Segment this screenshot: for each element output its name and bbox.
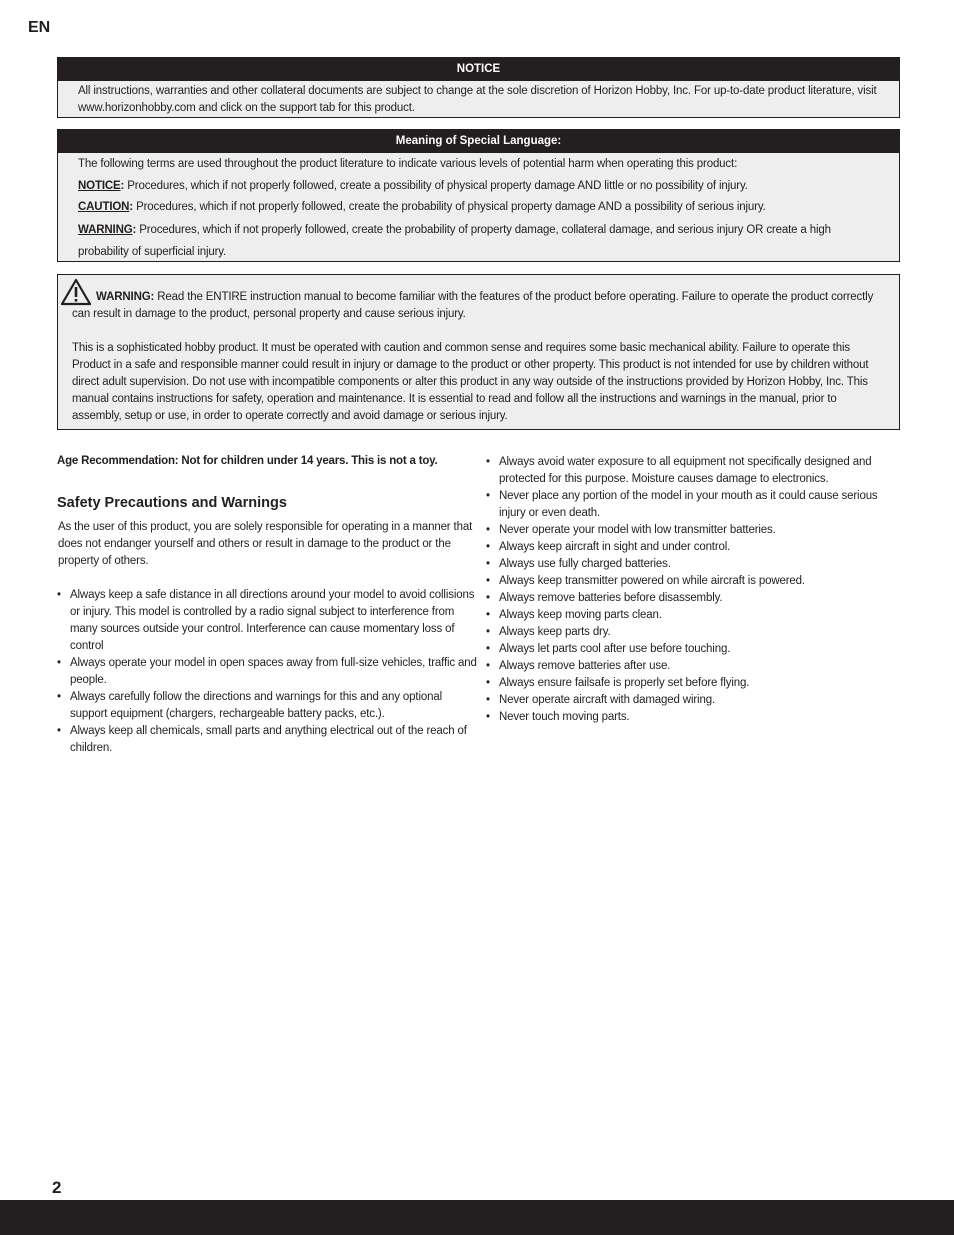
list-item: • Always keep moving parts clean. (486, 607, 906, 624)
definition-term: CAUTION (78, 201, 130, 213)
list-item: • Always keep parts dry. (486, 624, 906, 641)
page-number: 2 (52, 1178, 62, 1197)
right-bullet-list (486, 454, 906, 726)
list-item: • Never place any portion of the model in your mouth as it could cause serious injury or even death. (486, 488, 906, 522)
warning-box (57, 274, 900, 430)
definition-notice: NOTICE: Procedures, which if not properly followed, create a possibility of physical property damage AND little or no possibility of injury. (78, 179, 748, 192)
list-item: • Always keep aircraft in sight and under control. (486, 539, 906, 556)
warning-label: WARNING: (96, 291, 155, 303)
definition-text: Procedures, which if not properly followed, create the probability of physical property damage AND a possibility of serious injury. (133, 201, 766, 213)
warning-text: Read the ENTIRE instruction manual to become familiar with the features of the product before operating. Failure to operate the product correctly can result in damage to the product, personal property and cause serious injury. (72, 291, 874, 320)
special-language-box (57, 129, 900, 262)
list-item: • Always remove batteries before disassembly. (486, 590, 906, 607)
list-item: • Always let parts cool after use before touching. (486, 641, 906, 658)
notice-heading: NOTICE (58, 58, 899, 81)
list-item: • Always keep a safe distance in all directions around your model to avoid collisions or injury. This model is controlled by a radio signal subject to interference from many sources outside your control. Interference can cause momentary loss of control (57, 587, 477, 655)
list-item: • Never operate your model with low transmitter batteries. (486, 522, 906, 539)
list-item: • Always use fully charged batteries. (486, 556, 906, 573)
warning-statement (72, 289, 877, 323)
list-item: • Always operate your model in open spaces away from full-size vehicles, traffic and people. (57, 655, 477, 689)
list-item: • Always keep all chemicals, small parts and anything electrical out of the reach of children. (57, 723, 477, 757)
list-item: • Always remove batteries after use. (486, 658, 906, 675)
definition-term: NOTICE (78, 179, 121, 192)
section-title: Safety Precautions and Warnings (57, 495, 287, 511)
age-recommendation: Age Recommendation: Not for children under 14 years. This is not a toy. (57, 455, 438, 467)
definition-term: WARNING (78, 223, 133, 236)
list-item: • Always carefully follow the directions and warnings for this and any optional support equipment (chargers, rechargeable battery packs, etc.). (57, 689, 477, 723)
safety-intro: As the user of this product, you are solely responsible for operating in a manner that does not endanger yourself and others or result in damage to the product or the property of others. (58, 521, 473, 567)
notice-box (57, 57, 900, 118)
definition-warning: WARNING: Procedures, which if not properly followed, create the probability of property damage, collateral damage, and serious injury OR create a high probability of superficial injury. (78, 223, 831, 258)
footer-bar (0, 1200, 954, 1235)
warning-triangle-icon (60, 278, 92, 306)
language-tag: EN (28, 19, 51, 36)
definition-caution: CAUTION: Procedures, which if not properly followed, create the probability of physical property damage AND a possibility of serious injury. (78, 201, 766, 213)
special-language-heading: Meaning of Special Language: (58, 130, 899, 153)
left-bullet-list (57, 587, 477, 757)
notice-text: All instructions, warranties and other collateral documents are subject to change at the sole discretion of Horizon Hobby, Inc. For up-to-date product literature, visit www.horizonhobby.com and click on the support tab for this product. (78, 85, 877, 114)
list-item: • Always ensure failsafe is properly set before flying. (486, 675, 906, 692)
list-item: • Always avoid water exposure to all equipment not specifically designed and protected for this purpose. Moisture causes damage to electronics. (486, 454, 906, 488)
list-item: • Never operate aircraft with damaged wiring. (486, 692, 906, 709)
list-item: • Always keep transmitter powered on while aircraft is powered. (486, 573, 906, 590)
definition-text: Procedures, which if not properly followed, create the probability of property damage, collateral damage, and serious injury OR create a high probability of superficial injury. (78, 223, 831, 258)
definition-text: Procedures, which if not properly followed, create a possibility of physical property damage AND little or no possibility of injury. (124, 179, 748, 192)
special-language-intro: The following terms are used throughout the product literature to indicate various levels of potential harm when operating this product: (78, 158, 738, 170)
warning-paragraph: This is a sophisticated hobby product. It must be operated with caution and common sense and requires some basic mechanical ability. Failure to operate this Product in a safe and responsible manner could result in injury or damage to the product or other property. This product is not intended for use by children without direct adult supervision. Do not use with incompatible components or alter this product in any way outside of the instructions provided by Horizon Hobby, Inc. This manual contains instructions for safety, operation and maintenance. It is essential to read and follow all the instructions and warnings in the manual, prior to assembly, setup or use, in order to operate correctly and avoid damage or serious injury. (72, 342, 869, 422)
list-item: • Never touch moving parts. (486, 709, 906, 726)
